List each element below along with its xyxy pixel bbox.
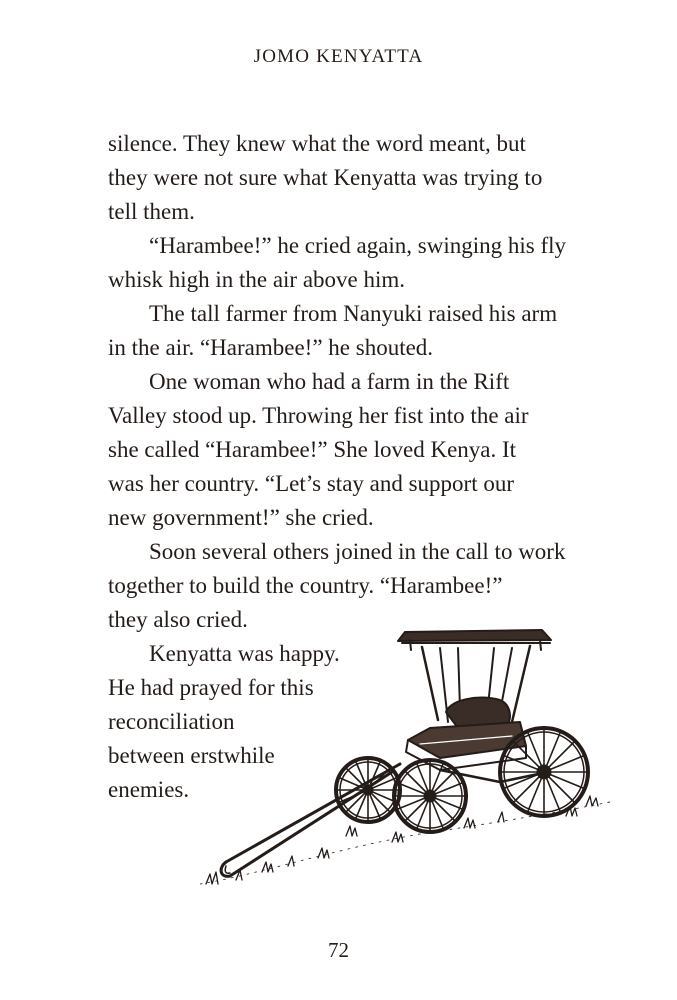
text-line: they were not sure what Kenyatta was trying to (108, 165, 543, 190)
text-line: reconciliation (108, 709, 235, 734)
text-line: enemies. (108, 777, 190, 802)
text-line: Kenyatta was happy. (149, 641, 340, 666)
text-line: Valley stood up. Throwing her fist into the air (108, 403, 529, 428)
text-line: silence. They knew what the word meant, but (108, 131, 526, 156)
text-line: whisk high in the air above him. (108, 267, 406, 292)
text-line: Soon several others joined in the call to work (149, 539, 566, 564)
text-line: in the air. “Harambee!” he shouted. (108, 335, 434, 360)
page-number: 72 (328, 938, 349, 962)
text-line: new government!” she cried. (108, 505, 374, 530)
rickshaw-cart-illustration (200, 622, 620, 892)
text-line: The tall farmer from Nanyuki raised his arm (149, 301, 558, 326)
text-line: together to build the country. “Harambee!” (108, 573, 503, 598)
running-header: JOMO KENYATTA (253, 46, 424, 67)
text-line: One woman who had a farm in the Rift (149, 369, 510, 394)
text-line: she called “Harambee!” She loved Kenya. It (108, 437, 517, 462)
text-line: between erstwhile (108, 743, 275, 768)
text-line: was her country. “Let’s stay and support our (108, 471, 515, 496)
text-line: “Harambee!” he cried again, swinging his fly (149, 233, 567, 258)
text-line: they also cried. (108, 607, 248, 632)
text-line: He had prayed for this (108, 675, 314, 700)
text-line: tell them. (108, 199, 195, 224)
